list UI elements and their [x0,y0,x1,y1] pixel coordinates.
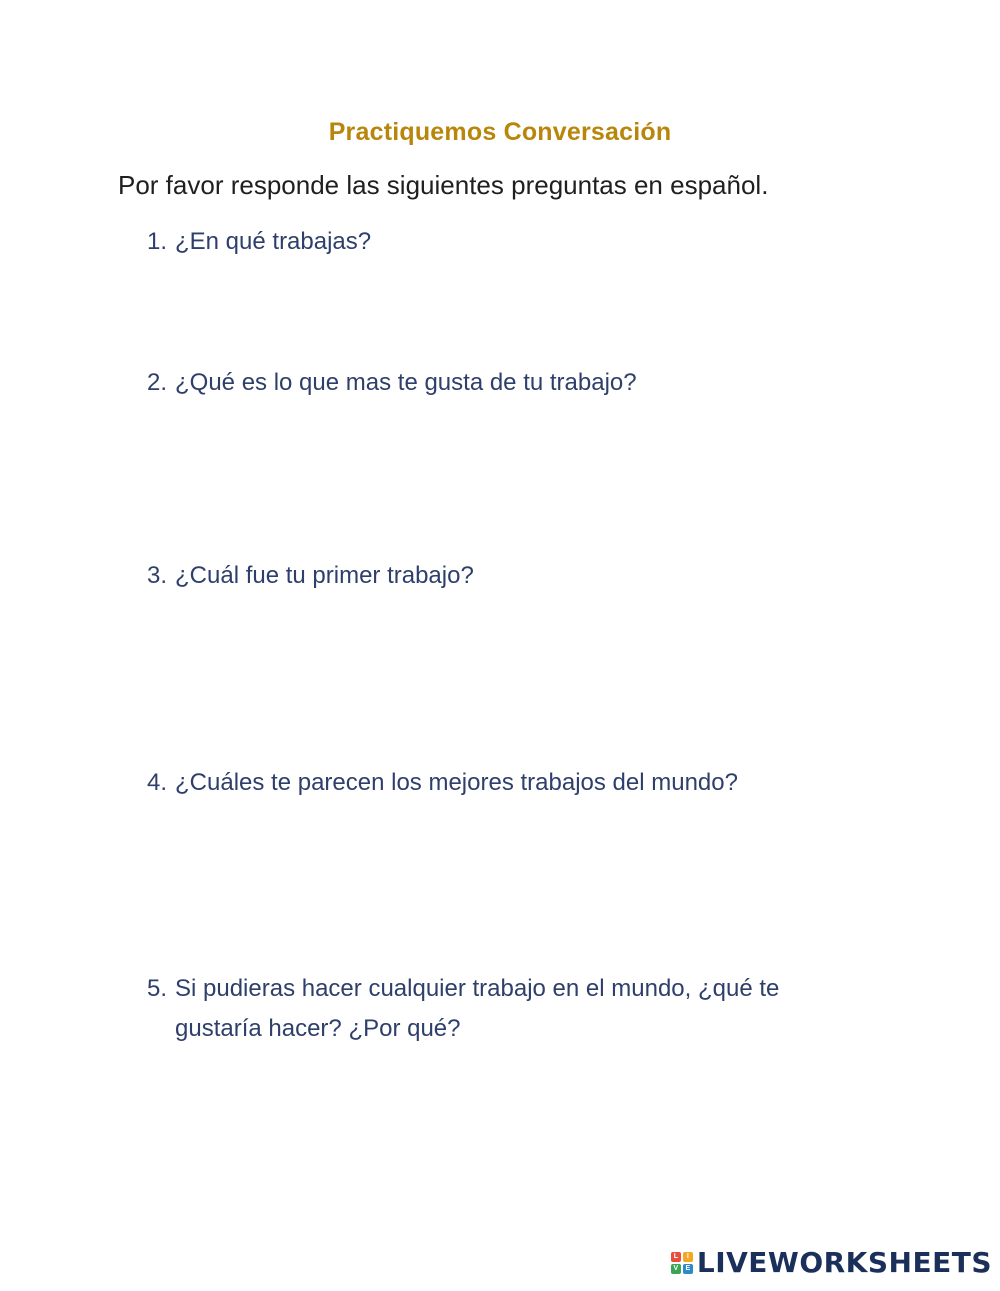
question-number: 4. [147,769,168,796]
question-4 [147,763,867,803]
question-3 [147,556,867,596]
question-number: 5. [147,975,168,1002]
question-5 [147,969,867,1049]
question-number: 1. [147,228,168,255]
logo-mark-icon [671,1252,693,1274]
worksheet-title: Practiquemos Conversación [328,118,672,146]
question-text: ¿Cuáles te parecen los mejores trabajos del mundo? [175,769,738,796]
logo-mark-letter: L [671,1252,681,1262]
question-text: ¿Cuál fue tu primer trabajo? [175,562,474,589]
question-text: Si pudieras hacer cualquier trabajo en el mundo, ¿qué te gustaría hacer? ¿Por qué? [175,975,780,1042]
logo-mark-letter: I [683,1252,693,1262]
logo-text: LIVEWORKSHEETS [696,1246,992,1279]
question-number: 2. [147,369,168,396]
liveworksheets-logo [671,1246,992,1279]
logo-mark-letter: E [683,1264,693,1274]
instructions-text: Por favor responde las siguientes preguntas en español. [118,170,769,200]
question-number: 3. [147,562,168,589]
question-text: ¿En qué trabajas? [175,228,372,255]
logo-mark-letter: V [671,1264,681,1274]
question-1 [147,222,867,262]
question-text: ¿Qué es lo que mas te gusta de tu trabajo? [175,369,637,396]
question-2 [147,363,867,403]
